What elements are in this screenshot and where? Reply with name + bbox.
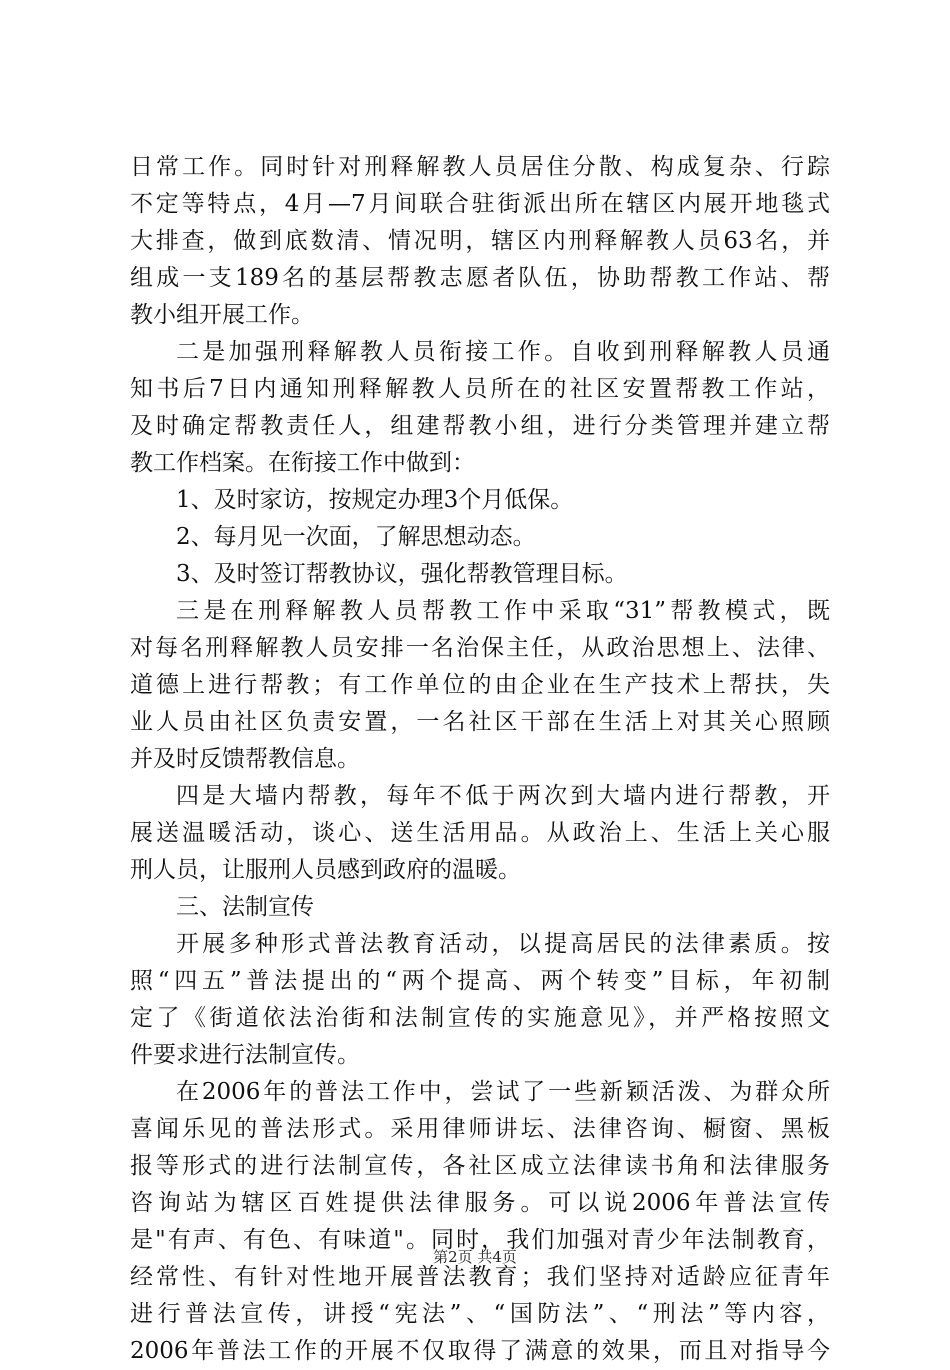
text-line: 对每名刑释解教人员安排一名治保主任，从政治思想上、法律、 [130, 635, 830, 661]
text-line: 咨询站为辖区百姓提供法律服务。可以说2006年普法宣传 [130, 1190, 830, 1216]
text-line: 业人员由社区负责安置，一名社区干部在生活上对其关心照顾 [130, 709, 830, 735]
document-body [130, 149, 830, 1370]
text-line: 日常工作。同时针对刑释解教人员居住分散、构成复杂、行踪 [130, 154, 830, 180]
text-line: 不定等特点，4月—7月间联合驻街派出所在辖区内展开地毯式 [130, 191, 830, 217]
text-line: 1、及时家访，按规定办理3个月低保。 [176, 487, 574, 513]
text-line: 知书后7日内通知刑释解教人员所在的社区安置帮教工作站， [130, 376, 830, 402]
text-line: 开展多种形式普法教育活动，以提高居民的法律素质。按 [176, 931, 830, 957]
text-line: 三、法制宣传 [176, 894, 314, 920]
text-line: 并及时反馈帮教信息。 [130, 746, 360, 772]
text-line: 教小组开展工作。 [130, 302, 314, 328]
text-line: 在2006年的普法工作中，尝试了一些新颖活泼、为群众所 [176, 1079, 830, 1105]
page-number: 第2页 共4页 [433, 1248, 517, 1266]
page-footer [0, 1247, 950, 1267]
text-line: 2006年普法工作的开展不仅取得了满意的效果，而且对指导今 [130, 1338, 830, 1364]
text-line: 件要求进行法制宣传。 [130, 1042, 360, 1068]
text-line: 3、及时签订帮教协议，强化帮教管理目标。 [176, 561, 628, 587]
text-line: 进行普法宣传，讲授“宪法”、“国防法”、“刑法”等内容， [130, 1301, 830, 1327]
text-line: 是"有声、有色、有味道"。同时，我们加强对青少年法制教育， [130, 1227, 830, 1253]
text-line: 四是大墙内帮教，每年不低于两次到大墙内进行帮教，开 [176, 783, 830, 809]
text-line: 及时确定帮教责任人，组建帮教小组，进行分类管理并建立帮 [130, 413, 830, 439]
text-line: 定了《街道依法治街和法制宣传的实施意见》，并严格按照文 [130, 1005, 830, 1031]
text-line: 二是加强刑释解教人员衔接工作。自收到刑释解教人员通 [176, 339, 830, 365]
text-line: 三是在刑释解教人员帮教工作中采取“31”帮教模式，既 [176, 598, 830, 624]
text-line: 报等形式的进行法制宣传，各社区成立法律读书角和法律服务 [130, 1153, 830, 1179]
text-line: 2、每月见一次面，了解思想动态。 [176, 524, 536, 550]
text-line: 经常性、有针对性地开展普法教育；我们坚持对适龄应征青年 [130, 1264, 830, 1290]
text-line: 喜闻乐见的普法形式。采用律师讲坛、法律咨询、橱窗、黑板 [130, 1116, 830, 1142]
text-line: 教工作档案。在衔接工作中做到： [130, 450, 475, 476]
text-line: 大排查，做到底数清、情况明，辖区内刑释解教人员63名，并 [130, 228, 830, 254]
text-line: 展送温暖活动，谈心、送生活用品。从政治上、生活上关心服 [130, 820, 830, 846]
text-line: 照“四五”普法提出的“两个提高、两个转变”目标，年初制 [130, 968, 830, 994]
text-line: 刑人员，让服刑人员感到政府的温暖。 [130, 857, 521, 883]
text-line: 道德上进行帮教；有工作单位的由企业在生产技术上帮扶，失 [130, 672, 830, 698]
text-line: 组成一支189名的基层帮教志愿者队伍，协助帮教工作站、帮 [130, 265, 830, 291]
